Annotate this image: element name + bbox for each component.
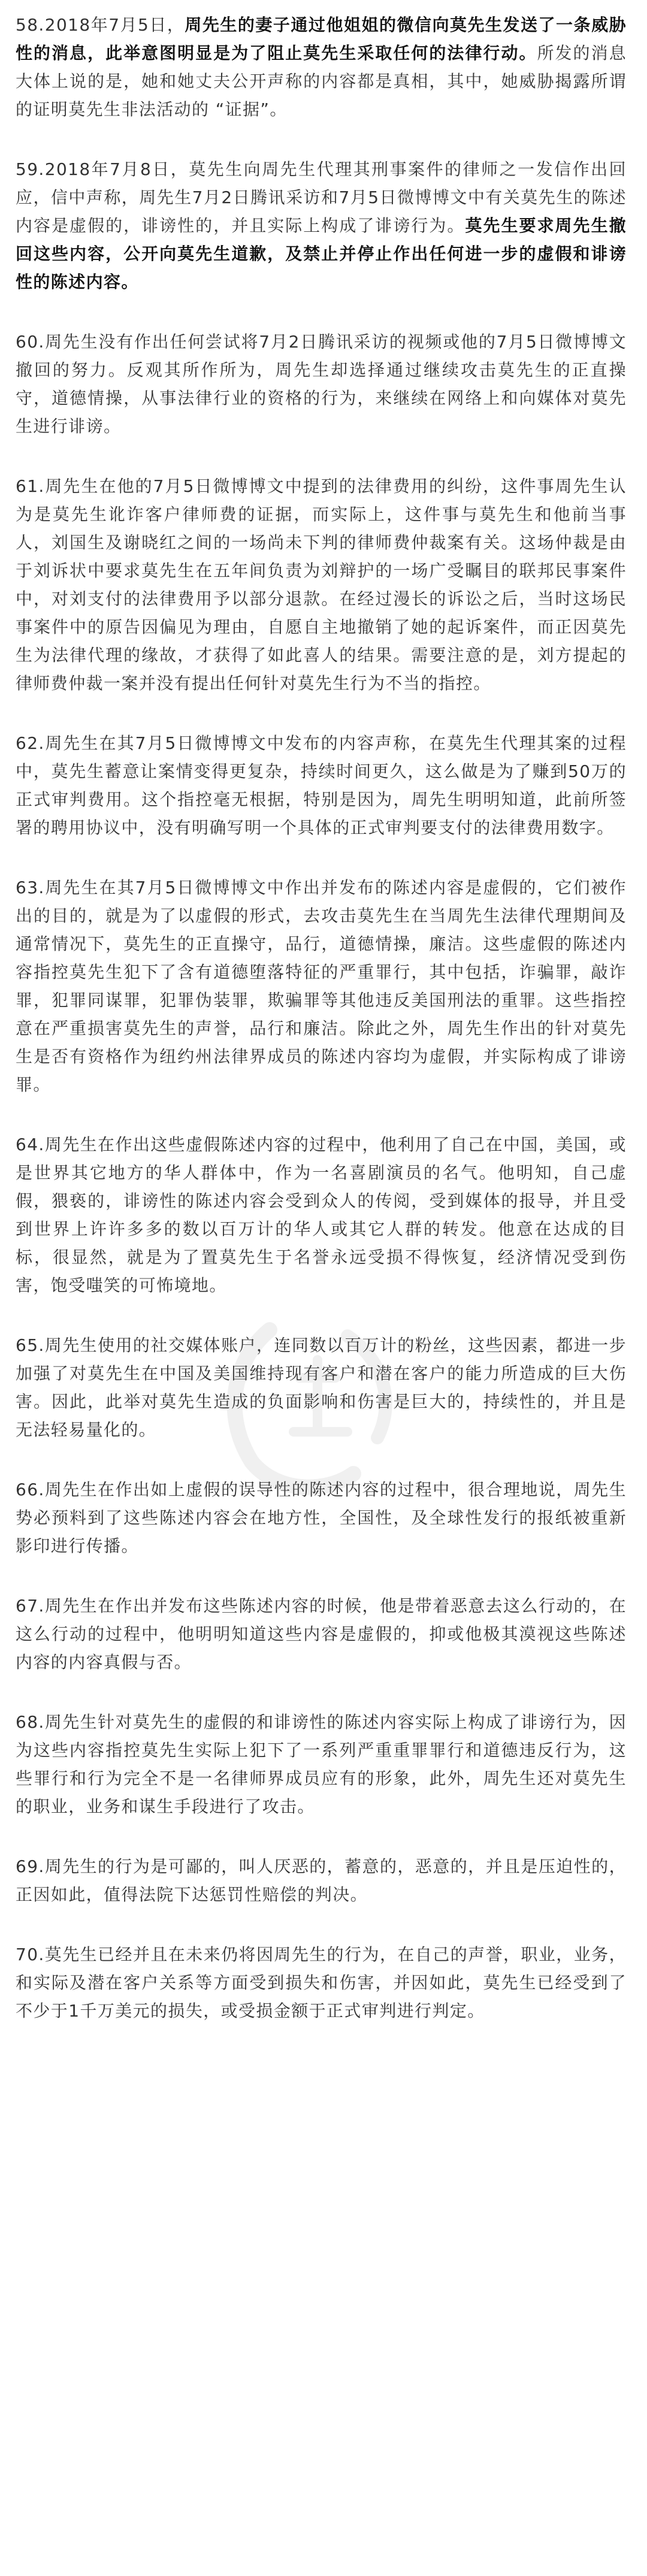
paragraph-text: 60.周先生没有作出任何尝试将7月2日腾讯采访的视频或他的7月5日微博博文撤回的努力。反观其所作所为，周先生却选择通过继续攻击莫先生的正直操守，道德情操，从事法律行业的资格的行为，来继续在网络上和向媒体对莫先生进行诽谤。	[16, 332, 627, 436]
paragraph-text: 68.周先生针对莫先生的虚假的和诽谤性的陈述内容实际上构成了诽谤行为，因为这些内容指控莫先生实际上犯下了一系列严重重罪罪行和道德违反行为，这些罪行和行为完全不是一名律师界成员应有的形象，此外，周先生还对莫先生的职业，业务和谋生手段进行了攻击。	[16, 1712, 627, 1816]
paragraph-text: 58.2018年7月5日，	[16, 15, 185, 35]
paragraph-bold-text: 周先生的妻子通过他姐姐的微信向莫先生发送了一条威胁性的消息，此举意图明显是为了阻止莫先生采取任何的法律行动。	[16, 15, 627, 63]
paragraph-text: 59.2018年7月8日，莫先生向周先生代理其刑事案件的律师之一发信作出回应，信中声称，周先生7月2日腾讯采访和7月5日微博博文中有关莫先生的陈述内容是虚假的，诽谤性的，并且实际上构成了诽谤行为。	[16, 159, 627, 235]
paragraph	[16, 729, 627, 842]
paragraph	[16, 1331, 627, 1444]
paragraph	[16, 1130, 627, 1299]
paragraph-text: 64.周先生在作出这些虚假陈述内容的过程中，他利用了自己在中国，美国，或是世界其它地方的华人群体中，作为一名喜剧演员的名气。他明知，自己虚假，猥亵的，诽谤性的陈述内容会受到众人的传阅，受到媒体的报导，并且受到世界上许许多多的数以百万计的华人或其它人群的转发。他意在达成的目标，很显然，就是为了置莫先生于名誉永远受损不得恢复，经济情况受到伤害，饱受嗤笑的可怖境地。	[16, 1135, 627, 1295]
document-body	[16, 11, 627, 2025]
paragraph	[16, 1940, 627, 2025]
paragraph-text: 67.周先生在作出并发布这些陈述内容的时候，他是带着恶意去这么行动的，在这么行动的过程中，他明明知道这些内容是虚假的，抑或他极其漠视这些陈述内容的内容真假与否。	[16, 1596, 627, 1672]
paragraph	[16, 1708, 627, 1821]
paragraph-text: 62.周先生在其7月5日微博博文中发布的内容声称，在莫先生代理其案的过程中，莫先生蓄意让案情变得更复杂，持续时间更久，这么做是为了赚到50万的正式审判费用。这个指控毫无根据，特别是因为，周先生明明知道，此前所签署的聘用协议中，没有明确写明一个具体的正式审判要支付的法律费用数字。	[16, 733, 627, 837]
paragraph-bold-text: 莫先生要求周先生撤回这些内容，公开向莫先生道歉，及禁止并停止作出任何进一步的虚假和诽谤性的陈述内容。	[16, 216, 627, 292]
paragraph-text: 65.周先生使用的社交媒体账户，连同数以百万计的粉丝，这些因素，都进一步加强了对莫先生在中国及美国维持现有客户和潜在客户的能力所造成的巨大伤害。因此，此举对莫先生造成的负面影响和伤害是巨大的，持续性的，并且是无法轻易量化的。	[16, 1335, 627, 1440]
paragraph	[16, 472, 627, 697]
paragraph	[16, 1592, 627, 1676]
paragraph	[16, 328, 627, 440]
paragraph	[16, 155, 627, 296]
paragraph-text: 70.莫先生已经并且在未来仍将因周先生的行为，在自己的声誉，职业，业务，和实际及潜在客户关系等方面受到损失和伤害，并因如此，莫先生已经受到了不少于1千万美元的损失，或受损金额于正式审判进行判定。	[16, 1945, 627, 2021]
paragraph	[16, 1476, 627, 1560]
paragraph	[16, 11, 627, 123]
paragraph-text: 63.周先生在其7月5日微博博文中作出并发布的陈述内容是虚假的，它们被作出的目的，就是为了以虚假的形式，去攻击莫先生在当周先生法律代理期间及通常情况下，莫先生的正直操守，品行，道德情操，廉洁。这些虚假的陈述内容指控莫先生犯下了含有道德堕落特征的严重罪行，其中包括，诈骗罪，敲诈罪，犯罪同谋罪，犯罪伪装罪，欺骗罪等其他违反美国刑法的重罪。这些指控意在严重损害莫先生的声誉，品行和廉洁。除此之外，周先生作出的针对莫先生是否有资格作为纽约州法律界成员的陈述内容均为虚假，并实际构成了诽谤罪。	[16, 878, 627, 1095]
paragraph	[16, 873, 627, 1099]
paragraph-text: 66.周先生在作出如上虚假的误导性的陈述内容的过程中，很合理地说，周先生势必预料到了这些陈述内容会在地方性，全国性，及全球性发行的报纸被重新影印进行传播。	[16, 1480, 627, 1556]
paragraph	[16, 1852, 627, 1909]
paragraph-text: 69.周先生的行为是可鄙的，叫人厌恶的，蓄意的，恶意的，并且是压迫性的，正因如此，值得法院下达惩罚性赔偿的判决。	[16, 1857, 627, 1904]
paragraph-text: 所发的消息大体上说的是，她和她丈夫公开声称的内容都是真相，其中，她威胁揭露所谓的证明莫先生非法活动的 “证据”。	[16, 43, 627, 119]
paragraph-text: 61.周先生在他的7月5日微博博文中提到的法律费用的纠纷，这件事周先生认为是莫先生讹诈客户律师费的证据，而实际上，这件事与莫先生和他前当事人，刘国生及谢晓红之间的一场尚未下判的律师费仲裁案有关。这场仲裁是由于刘诉状中要求莫先生在五年间负责为刘辩护的一场广受瞩目的联邦民事案件中，对刘支付的法律费用予以部分退款。在经过漫长的诉讼之后，当时这场民事案件中的原告因偏见为理由，自愿自主地撤销了她的起诉案件，而正因莫先生为法律代理的缘故，才获得了如此喜人的结果。需要注意的是，刘方提起的律师费仲裁一案并没有提出任何针对莫先生行为不当的指控。	[16, 476, 627, 693]
